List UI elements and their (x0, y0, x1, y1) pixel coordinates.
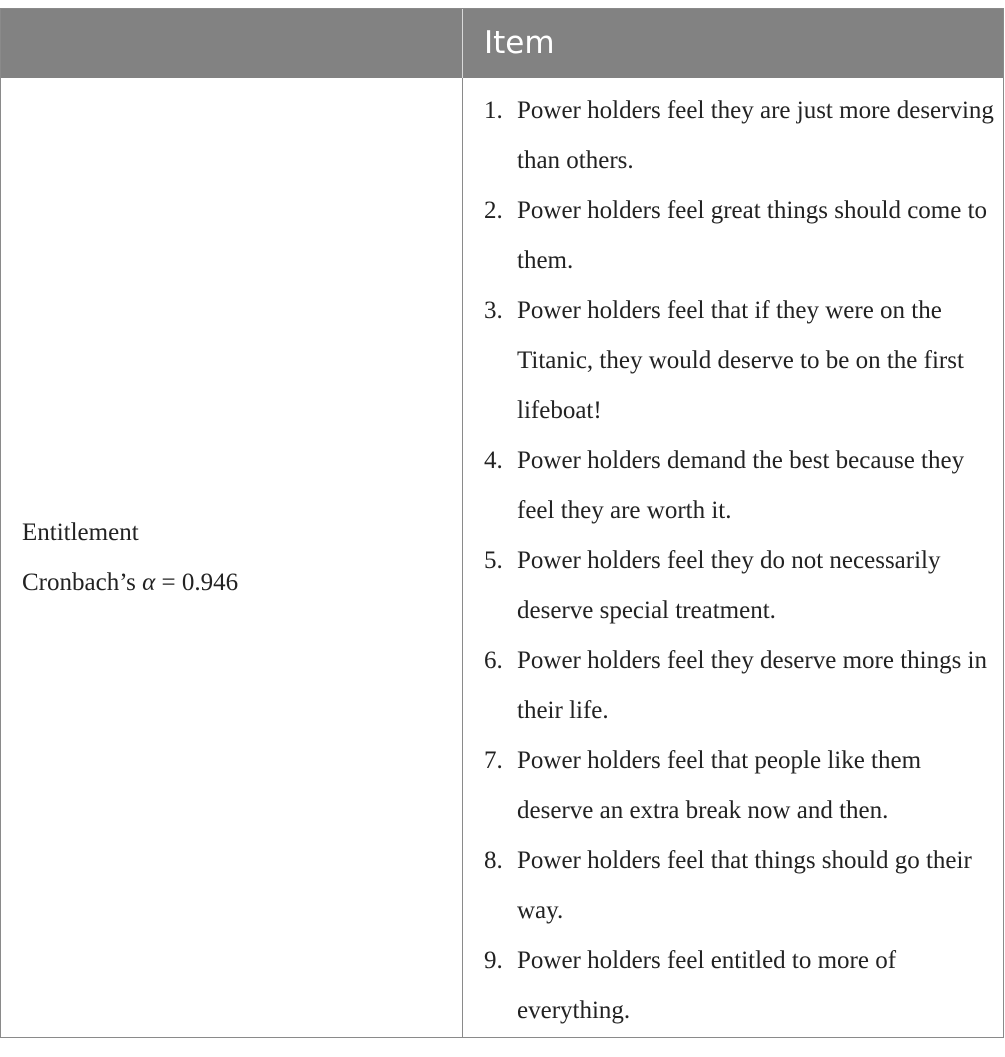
list-item (484, 86, 1003, 186)
items-cell (463, 78, 1003, 1037)
list-item (484, 436, 1003, 536)
list-item (484, 636, 1003, 736)
header-cell-construct (1, 9, 463, 78)
item-text: Power holders feel they do not necessarily deserve special treatment. (517, 547, 941, 624)
reliability-prefix: Cronbach’s (22, 568, 143, 596)
item-text: Power holders demand the best because they feel they are worth it. (517, 447, 965, 524)
item-number: 1. (484, 97, 503, 124)
item-number: 6. (484, 647, 503, 674)
item-text: Power holders feel that things should go their way. (517, 847, 972, 924)
item-text: Power holders feel that if they were on the Titanic, they would deserve to be on the first lifeboat! (517, 297, 964, 424)
item-number: 7. (484, 747, 503, 774)
list-item (484, 936, 1003, 1036)
item-text: Power holders feel great things should come to them. (517, 197, 988, 274)
item-number: 9. (484, 947, 503, 974)
list-item (484, 736, 1003, 836)
item-text: Power holders feel that people like them deserve an extra break now and then. (517, 747, 922, 824)
alpha-symbol: α (142, 568, 156, 596)
item-number: 5. (484, 547, 503, 574)
reliability-value: = 0.946 (155, 568, 239, 596)
item-text: Power holders feel they deserve more things in their life. (517, 647, 988, 724)
list-item (484, 286, 1003, 436)
list-item (484, 186, 1003, 286)
construct-reliability (22, 558, 462, 608)
entitlement-table (0, 8, 1004, 1038)
item-number: 3. (484, 297, 503, 324)
item-number: 2. (484, 197, 503, 224)
construct-name: Entitlement (22, 518, 139, 546)
item-text: Power holders feel entitled to more of everything. (517, 947, 897, 1024)
item-text: Power holders feel they are just more deserving than others. (517, 97, 994, 174)
list-item (484, 836, 1003, 936)
header-cell-item: Item (463, 9, 1003, 78)
list-item (484, 536, 1003, 636)
item-number: 4. (484, 447, 503, 474)
item-list (484, 86, 1003, 1036)
construct-cell (1, 78, 463, 1037)
item-number: 8. (484, 847, 503, 874)
